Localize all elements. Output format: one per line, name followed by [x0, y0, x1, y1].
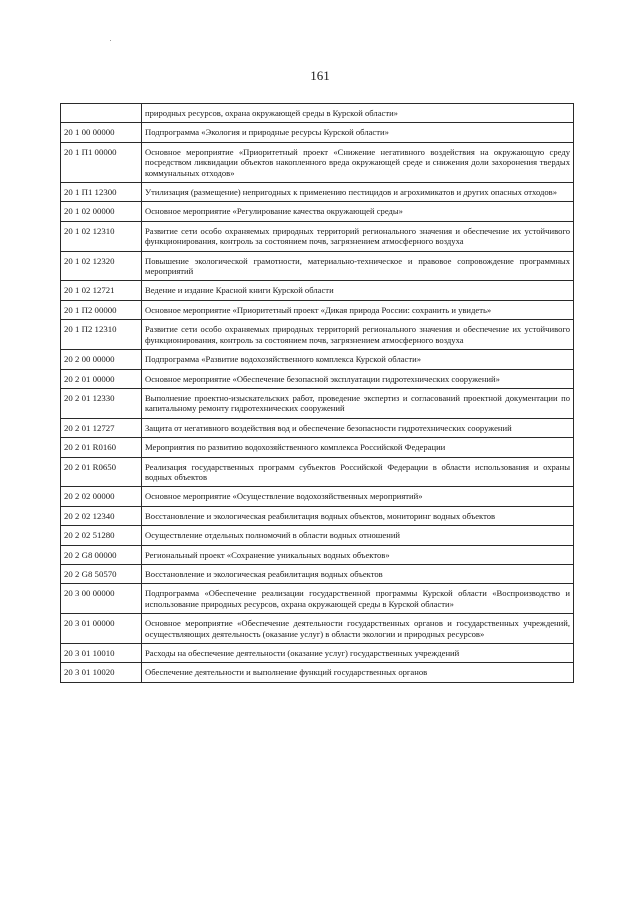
- table-row: [61, 123, 574, 142]
- row-code: 20 2 01 00000: [61, 369, 142, 388]
- table-row: [61, 457, 574, 487]
- row-code: 20 1 02 12310: [61, 221, 142, 251]
- table-row: [61, 418, 574, 437]
- row-description: Защита от негативного воздействия вод и обеспечение безопасности гидротехнических сооружений: [142, 418, 574, 437]
- row-description: Региональный проект «Сохранение уникальных водных объектов»: [142, 545, 574, 564]
- table-row: [61, 251, 574, 281]
- classification-table: [60, 103, 574, 683]
- row-description: Реализация государственных программ субъектов Российской Федерации в области использования и охраны водных объектов: [142, 457, 574, 487]
- scan-speck: [110, 40, 111, 41]
- row-description: Расходы на обеспечение деятельности (оказание услуг) государственных учреждений: [142, 644, 574, 663]
- table-row: [61, 564, 574, 583]
- table-row: [61, 438, 574, 457]
- row-code: 20 3 01 10010: [61, 644, 142, 663]
- row-code: 20 2 02 00000: [61, 487, 142, 506]
- row-description: Основное мероприятие «Приоритетный проект «Снижение негативного воздействия на окружающую среду посредством ликвидации объектов накопленного вреда окружающей среде и снижения доли захоронения твердых коммунальных отходов»: [142, 142, 574, 182]
- row-code: 20 2 01 12727: [61, 418, 142, 437]
- row-description: Подпрограмма «Развитие водохозяйственного комплекса Курской области»: [142, 350, 574, 369]
- row-code: 20 1 П2 00000: [61, 300, 142, 319]
- row-code: 20 3 00 00000: [61, 584, 142, 614]
- row-description: природных ресурсов, охрана окружающей среды в Курской области»: [142, 104, 574, 123]
- row-code: 20 2 G8 50570: [61, 564, 142, 583]
- row-code: 20 1 02 12320: [61, 251, 142, 281]
- table-row: [61, 584, 574, 614]
- row-code: 20 3 01 10020: [61, 663, 142, 682]
- row-code: 20 2 G8 00000: [61, 545, 142, 564]
- table-row: [61, 320, 574, 350]
- table-row: [61, 506, 574, 525]
- table-row: [61, 388, 574, 418]
- row-description: Основное мероприятие «Приоритетный проект «Дикая природа России: сохранить и увидеть»: [142, 300, 574, 319]
- table-body: [61, 104, 574, 683]
- row-description: Восстановление и экологическая реабилитация водных объектов, мониторинг водных объектов: [142, 506, 574, 525]
- row-code: 20 2 01 R0650: [61, 457, 142, 487]
- row-code: 20 1 П2 12310: [61, 320, 142, 350]
- table-row: [61, 281, 574, 300]
- row-description: Основное мероприятие «Обеспечение деятельности государственных органов и государственных учреждений, осуществляющих деятельность (оказание услуг) в области экологии и природных ресурсов»: [142, 614, 574, 644]
- row-code: 20 2 01 R0160: [61, 438, 142, 457]
- row-description: Развитие сети особо охраняемых природных территорий регионального значения и обеспечение их устойчивого функционирования, контроль за состоянием почв, загрязнением атмосферного воздуха: [142, 320, 574, 350]
- row-description: Осуществление отдельных полномочий в области водных отношений: [142, 526, 574, 545]
- table-row: [61, 614, 574, 644]
- page-number: 161: [310, 68, 330, 83]
- table-row: [61, 183, 574, 202]
- row-description: Ведение и издание Красной книги Курской области: [142, 281, 574, 300]
- table-row: [61, 142, 574, 182]
- row-description: Выполнение проектно-изыскательских работ, проведение экспертиз и согласований проектной документации по капитальному ремонту гидротехнических сооружений: [142, 388, 574, 418]
- table-row: [61, 104, 574, 123]
- row-code: 20 1 00 00000: [61, 123, 142, 142]
- table-row: [61, 545, 574, 564]
- row-description: Восстановление и экологическая реабилитация водных объектов: [142, 564, 574, 583]
- row-code: 20 2 02 51280: [61, 526, 142, 545]
- table-row: [61, 369, 574, 388]
- table-row: [61, 221, 574, 251]
- row-description: Мероприятия по развитию водохозяйственного комплекса Российской Федерации: [142, 438, 574, 457]
- row-description: Утилизация (размещение) непригодных к применению пестицидов и агрохимикатов и других опасных отходов»: [142, 183, 574, 202]
- row-code: [61, 104, 142, 123]
- row-description: Повышение экологической грамотности, материально-техническое и правовое сопровождение программных мероприятий: [142, 251, 574, 281]
- row-description: Подпрограмма «Обеспечение реализации государственной программы Курской области «Воспроизводство и использование природных ресурсов, охрана окружающей среды в Курской области»: [142, 584, 574, 614]
- row-description: Обеспечение деятельности и выполнение функций государственных органов: [142, 663, 574, 682]
- row-description: Основное мероприятие «Регулирование качества окружающей среды»: [142, 202, 574, 221]
- row-code: 20 1 02 00000: [61, 202, 142, 221]
- table-row: [61, 526, 574, 545]
- row-code: 20 1 П1 12300: [61, 183, 142, 202]
- row-description: Развитие сети особо охраняемых природных территорий регионального значения и обеспечение их устойчивого функционирования, контроль за состоянием почв, загрязнением атмосферного воздуха: [142, 221, 574, 251]
- table-row: [61, 663, 574, 682]
- table-row: [61, 300, 574, 319]
- row-description: Подпрограмма «Экология и природные ресурсы Курской области»: [142, 123, 574, 142]
- table-row: [61, 644, 574, 663]
- row-code: 20 1 П1 00000: [61, 142, 142, 182]
- table-row: [61, 350, 574, 369]
- row-code: 20 2 01 12330: [61, 388, 142, 418]
- table-row: [61, 487, 574, 506]
- row-code: 20 2 02 12340: [61, 506, 142, 525]
- row-code: 20 1 02 12721: [61, 281, 142, 300]
- row-code: 20 3 01 00000: [61, 614, 142, 644]
- row-code: 20 2 00 00000: [61, 350, 142, 369]
- row-description: Основное мероприятие «Осуществление водохозяйственных мероприятий»: [142, 487, 574, 506]
- row-description: Основное мероприятие «Обеспечение безопасной эксплуатации гидротехнических сооружений»: [142, 369, 574, 388]
- table-row: [61, 202, 574, 221]
